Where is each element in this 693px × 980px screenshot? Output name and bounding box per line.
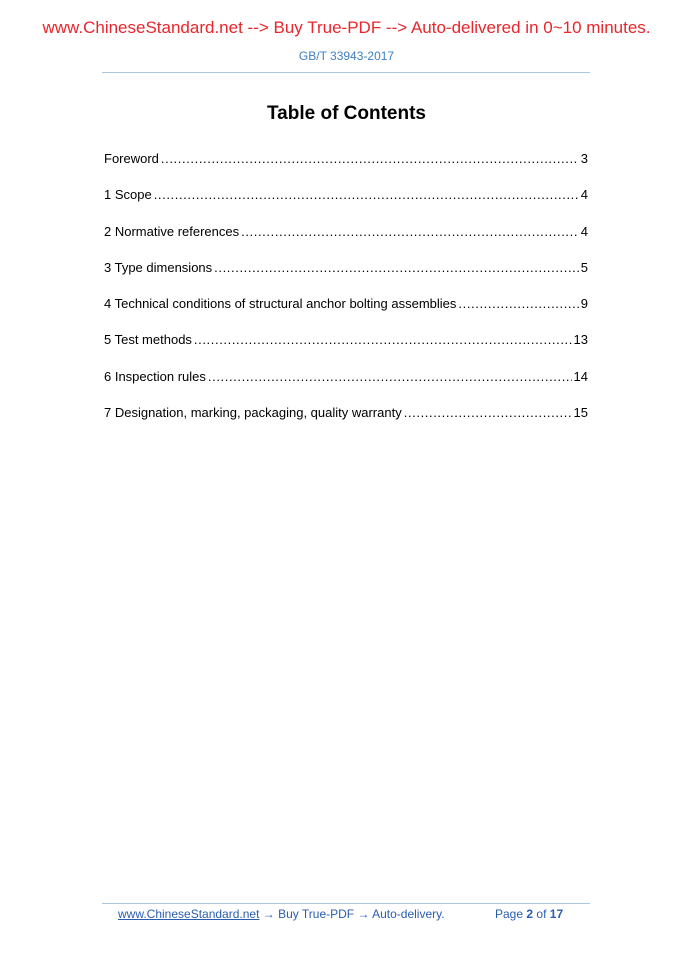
toc-entry-page: 9 [580, 296, 588, 312]
footer-site-link[interactable]: www.ChineseStandard.net [118, 907, 260, 921]
toc-entry-page: 5 [580, 259, 588, 275]
toc-dot-leader [241, 223, 579, 241]
toc-entry-technical-conditions[interactable] [104, 295, 588, 331]
toc-entry-inspection-rules[interactable] [104, 368, 588, 404]
footer-tagline: → Buy True-PDF → Auto-delivery. [259, 907, 445, 921]
toc-dot-leader [161, 150, 579, 168]
toc-entry-label: 1 Scope [104, 187, 152, 203]
toc-entry-scope[interactable] [104, 186, 588, 222]
page-word: Page [495, 907, 524, 921]
page-indicator [495, 906, 563, 922]
table-of-contents [104, 150, 588, 440]
page-footer [118, 906, 564, 922]
toc-entry-label: 7 Designation, marking, packaging, quality warranty [104, 405, 402, 421]
toc-entry-page: 13 [573, 332, 588, 348]
toc-entry-label: 6 Inspection rules [104, 368, 206, 384]
page-current: 2 [526, 907, 534, 921]
toc-dot-leader [208, 368, 572, 386]
toc-entry-test-methods[interactable] [104, 331, 588, 367]
toc-entry-designation-marking[interactable] [104, 404, 588, 440]
toc-entry-label: 4 Technical conditions of structural anchor bolting assemblies [104, 296, 457, 312]
toc-entry-foreword[interactable] [104, 150, 588, 186]
toc-entry-label: 5 Test methods [104, 332, 192, 348]
toc-dot-leader [154, 186, 579, 204]
document-code: GB/T 33943-2017 [298, 49, 395, 63]
header-divider [102, 72, 590, 73]
toc-entry-label: 2 Normative references [104, 223, 240, 239]
toc-dot-leader [404, 404, 572, 422]
toc-entry-page: 4 [580, 223, 588, 239]
toc-entry-label: Foreword [104, 151, 159, 166]
page-of: of [536, 907, 547, 921]
toc-dot-leader [214, 259, 579, 277]
toc-entry-normative-references[interactable] [104, 223, 588, 259]
toc-dot-leader [194, 331, 572, 349]
toc-entry-type-dimensions[interactable] [104, 259, 588, 295]
toc-entry-label: 3 Type dimensions [104, 259, 213, 275]
toc-entry-page: 4 [580, 187, 588, 203]
toc-title: Table of Contents [266, 103, 427, 124]
page-total: 17 [549, 907, 564, 921]
footer-divider [102, 903, 590, 904]
toc-entry-page: 14 [573, 368, 588, 384]
toc-entry-page: 15 [573, 405, 588, 421]
toc-dot-leader [458, 295, 578, 313]
header-banner: www.ChineseStandard.net --> Buy True-PDF --> Auto-delivered in 0~10 minutes. [42, 18, 651, 37]
toc-entry-page: 3 [580, 151, 588, 166]
